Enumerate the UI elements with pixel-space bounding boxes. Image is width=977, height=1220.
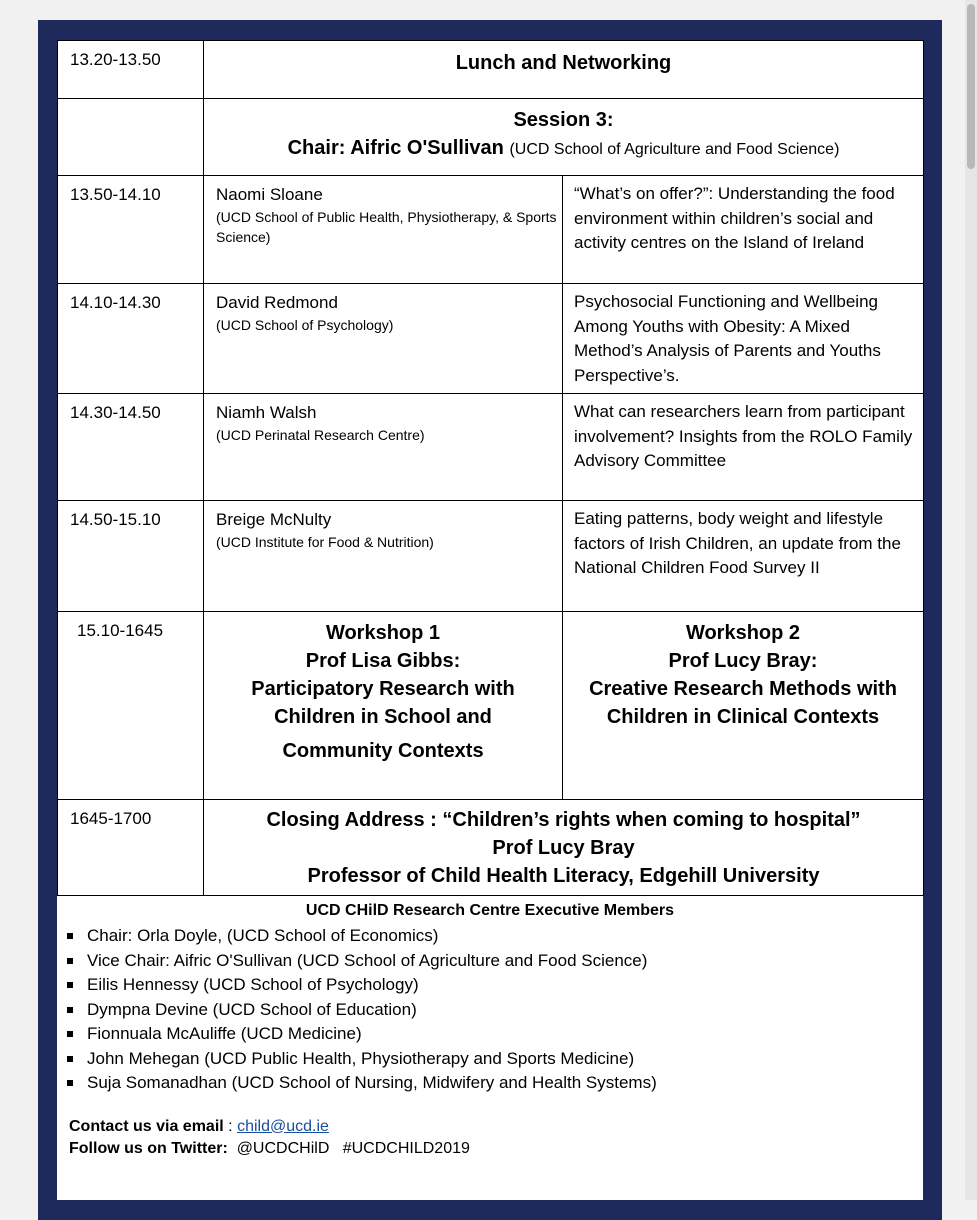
session-chair — [204, 134, 923, 164]
bullet-icon — [67, 933, 73, 939]
chair-name: Chair: Aifric O'Sullivan — [287, 137, 504, 159]
speaker-affiliation: (UCD School of Psychology) — [216, 317, 394, 333]
workshop-2-title-line: Creative Research Methods with — [589, 678, 897, 700]
time-cell: 15.10-1645 — [77, 621, 164, 640]
workshop-1-title-line: Participatory Research with — [251, 678, 515, 700]
list-item: Chair: Orla Doyle, (UCD School of Economics) — [67, 924, 923, 949]
programme-page — [57, 40, 923, 1200]
contact-email-label: Contact us via email — [69, 1117, 224, 1135]
contact-block — [69, 1116, 923, 1160]
bullet-icon — [67, 1007, 73, 1013]
workshop-2-label: Workshop 2 — [685, 622, 801, 644]
table-row — [58, 176, 924, 284]
workshop-1-label: Workshop 1 — [325, 622, 441, 644]
speaker-affiliation: (UCD School of Public Health, Physiotherapy, & Sports Science) — [216, 209, 557, 245]
lunch-label: Lunch and Networking — [455, 52, 672, 74]
talk-title: Psychosocial Functioning and Wellbeing Among Youths with Obesity: A Mixed Method’s Analysis of Parents and Youths Perspective’s. — [574, 292, 881, 385]
twitter-hashtag: #UCDCHILD2019 — [342, 1139, 470, 1157]
chair-affiliation: (UCD School of Agriculture and Food Science) — [509, 141, 840, 158]
schedule-table — [57, 40, 924, 896]
bullet-icon — [67, 982, 73, 988]
time-cell: 1645-1700 — [70, 809, 152, 828]
list-item: Suja Somanadhan (UCD School of Nursing, Midwifery and Health Systems) — [67, 1071, 923, 1096]
list-item: Vice Chair: Aifric O'Sullivan (UCD School of Agriculture and Food Science) — [67, 949, 923, 974]
table-row — [58, 612, 924, 800]
table-row — [58, 284, 924, 394]
contact-twitter-line — [69, 1138, 923, 1160]
bullet-icon — [67, 958, 73, 964]
time-cell: 13.20-13.50 — [70, 50, 161, 69]
time-cell: 14.30-14.50 — [70, 403, 161, 422]
email-link[interactable]: child@ucd.ie — [237, 1117, 329, 1135]
speaker-name: Naomi Sloane — [216, 185, 323, 204]
table-row — [58, 501, 924, 612]
speaker-affiliation: (UCD Institute for Food & Nutrition) — [216, 534, 434, 550]
list-item: Dympna Devine (UCD School of Education) — [67, 998, 923, 1023]
time-cell: 14.10-14.30 — [70, 293, 161, 312]
contact-twitter-label: Follow us on Twitter: — [69, 1139, 228, 1157]
bullet-icon — [67, 1031, 73, 1037]
list-item: Eilis Hennessy (UCD School of Psychology) — [67, 973, 923, 998]
workshop-2-lead: Prof Lucy Bray: — [668, 650, 818, 672]
closing-title: Closing Address : “Children’s rights when coming to hospital” — [266, 809, 861, 831]
bullet-icon — [67, 1080, 73, 1086]
bullet-icon — [67, 1056, 73, 1062]
table-row — [58, 41, 924, 99]
time-cell: 13.50-14.10 — [70, 185, 161, 204]
scrollbar-thumb[interactable] — [967, 4, 975, 169]
exec-members-heading: UCD CHilD Research Centre Executive Members — [305, 902, 675, 919]
page-scrollbar[interactable] — [965, 0, 977, 1200]
footer-section — [57, 890, 923, 1160]
twitter-handle: @UCDCHilD — [236, 1139, 330, 1157]
table-row — [58, 99, 924, 176]
closing-speaker: Prof Lucy Bray — [492, 837, 635, 859]
speaker-affiliation: (UCD Perinatal Research Centre) — [216, 427, 425, 443]
talk-title: What can researchers learn from participant involvement? Insights from the ROLO Family Advisory Committee — [574, 402, 913, 470]
contact-email-line — [69, 1116, 923, 1138]
workshop-1-lead: Prof Lisa Gibbs: — [305, 650, 461, 672]
time-cell: 14.50-15.10 — [70, 510, 161, 529]
talk-title: “What’s on offer?”: Understanding the food environment within children’s social and activity centres on the Island of Ireland — [574, 184, 895, 252]
workshop-1-title-line: Children in School and — [274, 706, 492, 728]
contact-email-separator: : — [223, 1117, 238, 1135]
closing-role: Professor of Child Health Literacy, Edgehill University — [307, 865, 820, 887]
speaker-name: David Redmond — [216, 293, 338, 312]
workshop-2-title-line: Children in Clinical Contexts — [606, 706, 880, 728]
speaker-name: Niamh Walsh — [216, 403, 317, 422]
workshop-1-title-line: Community Contexts — [282, 740, 484, 762]
table-row — [58, 800, 924, 896]
list-item: John Mehegan (UCD Public Health, Physiotherapy and Sports Medicine) — [67, 1047, 923, 1072]
session-title: Session 3: — [513, 109, 614, 131]
talk-title: Eating patterns, body weight and lifestyle factors of Irish Children, an update from the National Children Food Survey II — [574, 509, 901, 577]
speaker-name: Breige McNulty — [216, 510, 332, 529]
list-item: Fionnuala McAuliffe (UCD Medicine) — [67, 1022, 923, 1047]
table-row — [58, 394, 924, 501]
exec-members-list — [57, 924, 923, 1096]
